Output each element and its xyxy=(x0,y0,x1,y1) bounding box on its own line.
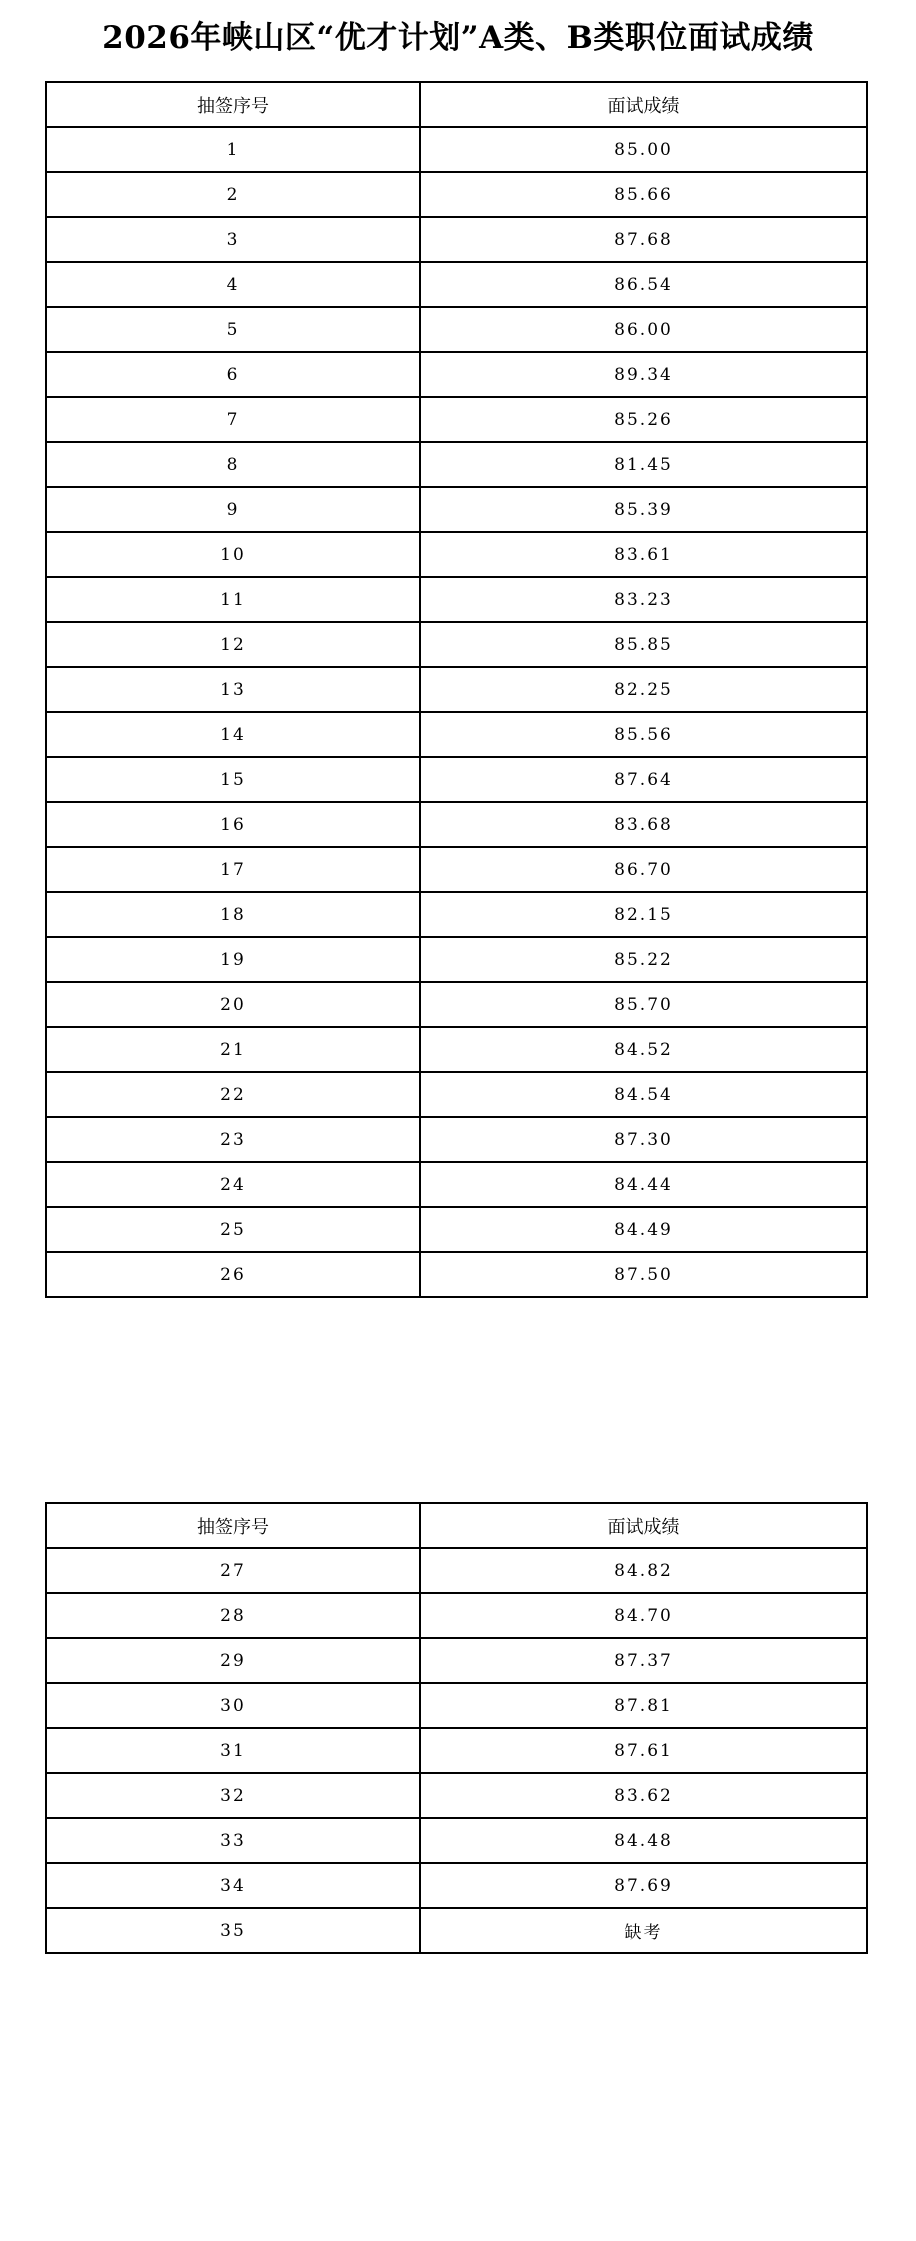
score-cell: 87.30 xyxy=(420,1117,867,1162)
draw-number-cell: 8 xyxy=(46,442,420,487)
score-cell: 81.45 xyxy=(420,442,867,487)
draw-number-cell: 12 xyxy=(46,622,420,667)
table-row xyxy=(46,1863,867,1908)
table-row xyxy=(46,1683,867,1728)
table-row xyxy=(46,1593,867,1638)
draw-number-cell: 32 xyxy=(46,1773,420,1818)
score-cell: 82.15 xyxy=(420,892,867,937)
score-cell: 缺考 xyxy=(420,1908,867,1953)
draw-number-cell: 31 xyxy=(46,1728,420,1773)
table-row xyxy=(46,397,867,442)
score-cell: 87.69 xyxy=(420,1863,867,1908)
score-cell: 85.00 xyxy=(420,127,867,172)
draw-number-cell: 35 xyxy=(46,1908,420,1953)
score-cell: 89.34 xyxy=(420,352,867,397)
draw-number-cell: 9 xyxy=(46,487,420,532)
draw-number-cell: 34 xyxy=(46,1863,420,1908)
score-cell: 84.52 xyxy=(420,1027,867,1072)
draw-number-cell: 23 xyxy=(46,1117,420,1162)
table-row xyxy=(46,712,867,757)
draw-number-cell: 33 xyxy=(46,1818,420,1863)
table-row xyxy=(46,622,867,667)
table-row xyxy=(46,1072,867,1117)
score-cell: 87.81 xyxy=(420,1683,867,1728)
table-row xyxy=(46,352,867,397)
column-header-draw-number: 抽签序号 xyxy=(46,1503,420,1548)
draw-number-cell: 25 xyxy=(46,1207,420,1252)
table-1-body xyxy=(46,127,867,1297)
draw-number-cell: 19 xyxy=(46,937,420,982)
score-cell: 85.66 xyxy=(420,172,867,217)
score-cell: 85.85 xyxy=(420,622,867,667)
column-header-draw-number: 抽签序号 xyxy=(46,82,420,127)
score-cell: 83.68 xyxy=(420,802,867,847)
score-cell: 87.50 xyxy=(420,1252,867,1297)
draw-number-cell: 14 xyxy=(46,712,420,757)
draw-number-cell: 1 xyxy=(46,127,420,172)
score-cell: 84.44 xyxy=(420,1162,867,1207)
draw-number-cell: 4 xyxy=(46,262,420,307)
score-cell: 84.48 xyxy=(420,1818,867,1863)
score-cell: 86.00 xyxy=(420,307,867,352)
draw-number-cell: 11 xyxy=(46,577,420,622)
draw-number-cell: 16 xyxy=(46,802,420,847)
score-cell: 85.26 xyxy=(420,397,867,442)
table-row xyxy=(46,1818,867,1863)
table-header-row xyxy=(46,1503,867,1548)
score-cell: 84.70 xyxy=(420,1593,867,1638)
table-row xyxy=(46,1728,867,1773)
score-cell: 85.70 xyxy=(420,982,867,1027)
table-row xyxy=(46,937,867,982)
draw-number-cell: 15 xyxy=(46,757,420,802)
draw-number-cell: 26 xyxy=(46,1252,420,1297)
table-row xyxy=(46,1207,867,1252)
draw-number-cell: 24 xyxy=(46,1162,420,1207)
score-cell: 83.62 xyxy=(420,1773,867,1818)
table-row xyxy=(46,1908,867,1953)
draw-number-cell: 30 xyxy=(46,1683,420,1728)
draw-number-cell: 29 xyxy=(46,1638,420,1683)
score-cell: 85.56 xyxy=(420,712,867,757)
table-row xyxy=(46,307,867,352)
table-row xyxy=(46,1252,867,1297)
table-row xyxy=(46,487,867,532)
draw-number-cell: 17 xyxy=(46,847,420,892)
draw-number-cell: 6 xyxy=(46,352,420,397)
table-row xyxy=(46,667,867,712)
table-2-body xyxy=(46,1548,867,1953)
score-cell: 87.37 xyxy=(420,1638,867,1683)
table-row xyxy=(46,1117,867,1162)
table-row xyxy=(46,982,867,1027)
draw-number-cell: 22 xyxy=(46,1072,420,1117)
score-cell: 83.23 xyxy=(420,577,867,622)
column-header-score: 面试成绩 xyxy=(420,1503,867,1548)
score-cell: 85.39 xyxy=(420,487,867,532)
table-row xyxy=(46,1773,867,1818)
score-cell: 87.68 xyxy=(420,217,867,262)
table-row xyxy=(46,127,867,172)
score-table-2 xyxy=(45,1502,868,1954)
score-cell: 84.82 xyxy=(420,1548,867,1593)
score-cell: 87.61 xyxy=(420,1728,867,1773)
table-row xyxy=(46,172,867,217)
table-row xyxy=(46,262,867,307)
score-cell: 86.70 xyxy=(420,847,867,892)
table-row xyxy=(46,1638,867,1683)
draw-number-cell: 3 xyxy=(46,217,420,262)
draw-number-cell: 5 xyxy=(46,307,420,352)
score-cell: 84.54 xyxy=(420,1072,867,1117)
score-cell: 82.25 xyxy=(420,667,867,712)
table-row xyxy=(46,442,867,487)
score-cell: 83.61 xyxy=(420,532,867,577)
table-row xyxy=(46,1027,867,1072)
draw-number-cell: 18 xyxy=(46,892,420,937)
table-row xyxy=(46,757,867,802)
score-cell: 87.64 xyxy=(420,757,867,802)
table-row xyxy=(46,217,867,262)
table-row xyxy=(46,802,867,847)
draw-number-cell: 10 xyxy=(46,532,420,577)
column-header-score: 面试成绩 xyxy=(420,82,867,127)
table-row xyxy=(46,532,867,577)
table-row xyxy=(46,1162,867,1207)
draw-number-cell: 13 xyxy=(46,667,420,712)
score-cell: 86.54 xyxy=(420,262,867,307)
score-cell: 85.22 xyxy=(420,937,867,982)
draw-number-cell: 2 xyxy=(46,172,420,217)
score-table-1 xyxy=(45,81,868,1298)
draw-number-cell: 28 xyxy=(46,1593,420,1638)
table-header-row xyxy=(46,82,867,127)
score-cell: 84.49 xyxy=(420,1207,867,1252)
table-row xyxy=(46,847,867,892)
table-row xyxy=(46,892,867,937)
draw-number-cell: 7 xyxy=(46,397,420,442)
table-row xyxy=(46,577,867,622)
page-title: 2026年峡山区“优才计划”A类、B类职位面试成绩 xyxy=(102,20,814,56)
draw-number-cell: 20 xyxy=(46,982,420,1027)
draw-number-cell: 27 xyxy=(46,1548,420,1593)
draw-number-cell: 21 xyxy=(46,1027,420,1072)
table-row xyxy=(46,1548,867,1593)
